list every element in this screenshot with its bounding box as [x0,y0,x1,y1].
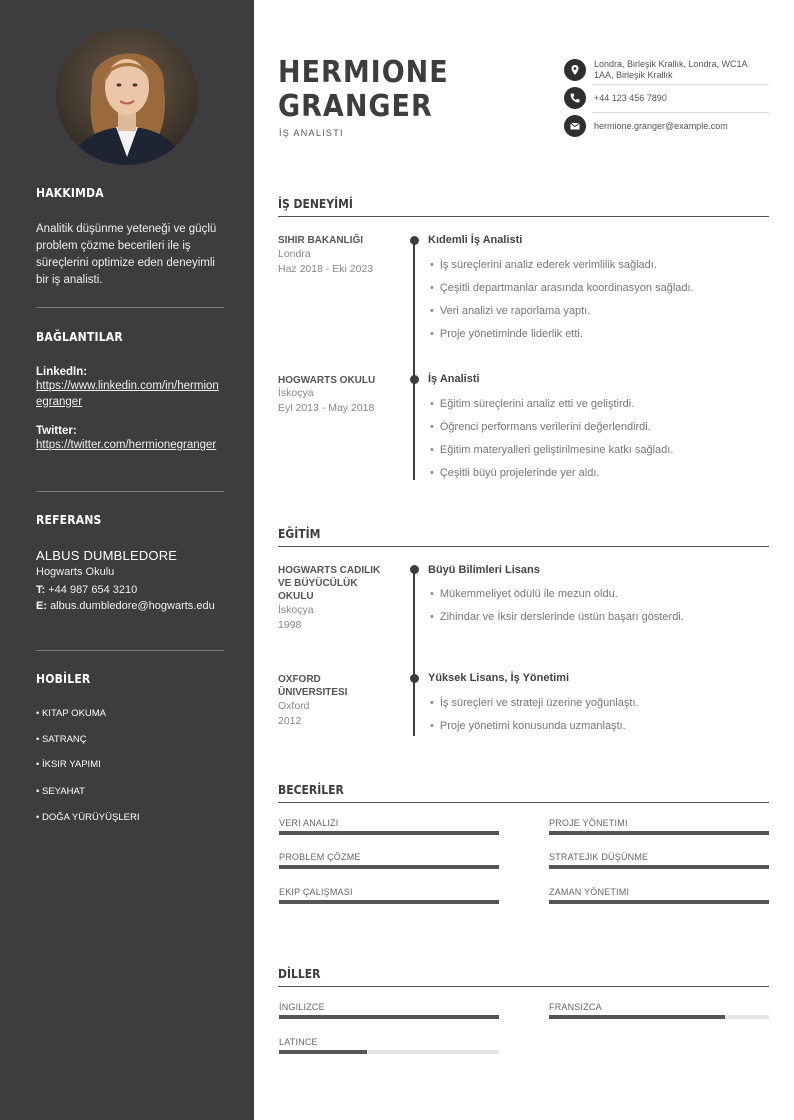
skill-name: EKIP ÇALIŞMASI [279,887,353,897]
address-line-1: Londra, Birleşik Krallık, Londra, WC1A [594,59,748,69]
experience-bullet: • Eğitim süreçlerini analiz etti ve geliştirdi. [430,398,634,410]
experience-org: HOGWARTS OKULU [278,375,376,386]
skill-bar-fill [279,900,499,904]
skill-bar [279,831,499,835]
about-text: Analitik düşünme yeteneği ve güçlü problem çözme becerileri ile iş süreçlerini optimize eden deneyimli bir iş analisti. [36,223,217,286]
education-bullet: • Zihindar ve İksir derslerinde üstün başarı gösterdi. [430,611,684,623]
skill-bar [279,865,499,869]
reference-heading: REFERANS [36,513,102,527]
divider [36,650,224,651]
first-name: HERMIONE [278,55,449,90]
timeline-dot [410,375,419,384]
skill-bar-fill [549,865,769,869]
skill-item [549,818,769,828]
experience-timeline [413,240,415,480]
education-org-line: VE BÜYÜCÜLÜK [278,578,358,589]
education-org [278,564,393,603]
reference-name: ALBUS DUMBLEDORE [36,548,178,563]
education-degree: Yüksek Lisans, İş Yönetimi [428,672,570,684]
language-bar-fill [549,1015,725,1019]
education-bullet: • Proje yönetimi konusunda uzmanlaştı. [430,720,626,732]
location-pin-icon [564,59,586,81]
education-bullet: • İş süreçleri ve strateji üzerine yoğunlaştı. [430,697,639,709]
skill-item [279,887,499,897]
experience-location: Londra [278,248,311,260]
address-line-2: 1AA, Birleşik Krallık [594,70,673,80]
education-org-line: HOGWARTS CADILIK [278,565,381,576]
links-section [36,330,224,454]
email-value: hermione.granger@example.com [594,120,728,131]
education-bullet: • Mükemmeliyet ödülü ile mezun oldu. [430,588,618,600]
reference-email [36,598,224,614]
section-rule [278,802,769,803]
education-timeline [413,570,415,736]
language-name: LATINCE [279,1037,318,1047]
languages-heading: DİLLER [278,967,321,981]
skill-name: PROJE YÖNETIMI [549,818,628,828]
experience-heading: İŞ DENEYİMİ [278,197,353,211]
email-icon [564,115,586,137]
language-item [549,1002,769,1012]
skill-item [549,852,769,862]
hobbies-heading: HOBİLER [36,672,91,686]
hobbies-section [36,672,224,686]
job-title: İŞ ANALISTI [279,128,344,138]
language-item [279,1037,499,1047]
education-org-line: ÜNIVERSITESI [278,687,348,698]
linkedin-label: LinkedIn: [36,366,88,378]
reference-phone-value: +44 987 654 3210 [48,584,138,596]
skill-bar [279,900,499,904]
contact-phone [564,87,769,109]
education-org-line: OKULU [278,591,314,602]
skill-bar-fill [549,831,769,835]
experience-title: İş Analisti [428,373,480,385]
timeline-dot [410,565,419,574]
experience-org: SIHIR BAKANLIĞI [278,235,363,246]
skill-bar-fill [279,831,499,835]
profile-photo [56,27,198,165]
language-bar-fill [279,1015,499,1019]
hobby-item: • KITAP OKUMA [36,708,107,719]
experience-dates: Haz 2018 - Eki 2023 [278,263,374,275]
skill-name: STRATEJIK DÜŞÜNME [549,852,649,862]
education-degree: Büyü Bilimleri Lisans [428,564,540,576]
skill-bar-fill [279,865,499,869]
education-year: 2012 [278,715,302,727]
twitter-label: Twitter: [36,425,77,437]
hobby-item: • DOĞA YÜRÜYÜŞLERI [36,812,140,823]
language-bar-fill [279,1050,367,1054]
sidebar [0,0,254,1120]
education-org [278,673,393,699]
hobby-item: • SATRANÇ [36,734,87,745]
divider [36,491,224,492]
skill-item [549,887,769,897]
skill-item [279,852,499,862]
language-name: FRANSIZCA [549,1002,602,1012]
contact-email [564,115,769,137]
linkedin-link[interactable]: https://www.linkedin.com/in/hermionegranger [36,380,219,408]
reference-email-label: E: [36,600,47,612]
contact-divider [592,112,769,113]
last-name: GRANGER [278,89,433,124]
section-rule [278,216,769,217]
experience-bullet: • Çeşitli departmanlar arasında koordinasyon sağladı. [430,282,694,294]
contact-address [564,59,769,81]
skill-bar [549,900,769,904]
skill-name: VERI ANALIZI [279,818,339,828]
experience-location: İskoçya [278,387,314,399]
skills-heading: BECERİLER [278,783,344,797]
timeline-dot [410,236,419,245]
section-rule [278,546,769,547]
reference-email-value: albus.dumbledore@hogwarts.edu [50,600,215,612]
experience-title: Kıdemli İş Analisti [428,234,523,246]
phone-value: +44 123 456 7890 [594,92,667,103]
twitter-link[interactable]: https://twitter.com/hermionegranger [36,439,217,451]
phone-icon [564,87,586,109]
hobby-item: • İKSIR YAPIMI [36,759,101,770]
education-location: İskoçya [278,604,314,616]
education-location: Oxford [278,700,310,712]
contact-divider [592,84,769,85]
experience-dates: Eyl 2013 - May 2018 [278,402,375,414]
links-heading: BAĞLANTILAR [36,330,123,344]
education-year: 1998 [278,619,302,631]
language-name: İNGILIZCE [279,1002,325,1012]
language-bar [279,1015,499,1019]
experience-bullet: • Veri analizi ve raporlama yaptı. [430,305,590,317]
timeline-dot [410,674,419,683]
skill-item [279,818,499,828]
education-org-line: OXFORD [278,674,321,685]
hobby-item: • SEYAHAT [36,786,85,797]
skill-name: ZAMAN YÖNETIMI [549,887,630,897]
about-heading: HAKKIMDA [36,186,104,200]
skill-bar [549,865,769,869]
language-bar [549,1015,769,1019]
about-section [36,186,224,289]
language-bar [279,1050,499,1054]
skill-name: PROBLEM ÇÖZME [279,852,361,862]
language-item [279,1002,499,1012]
experience-bullet: • İş süreçlerini analiz ederek verimlilik sağladı. [430,259,657,271]
experience-bullet: • Çeşitli büyü projelerinde yer aldı. [430,467,599,479]
reference-section [36,513,224,614]
skill-bar-fill [549,900,769,904]
experience-bullet: • Proje yönetiminde liderlik etti. [430,328,583,340]
section-rule [278,986,769,987]
divider [36,307,224,308]
reference-phone-label: T: [36,584,46,596]
experience-bullet: • Eğitim materyalleri geliştirilmesine katkı sağladı. [430,444,673,456]
experience-bullet: • Öğrenci performans verilerini değerlendirdi. [430,421,651,433]
reference-phone [36,582,224,598]
reference-org: Hogwarts Okulu [36,566,115,578]
skill-bar [549,831,769,835]
education-heading: EĞİTİM [278,527,321,541]
